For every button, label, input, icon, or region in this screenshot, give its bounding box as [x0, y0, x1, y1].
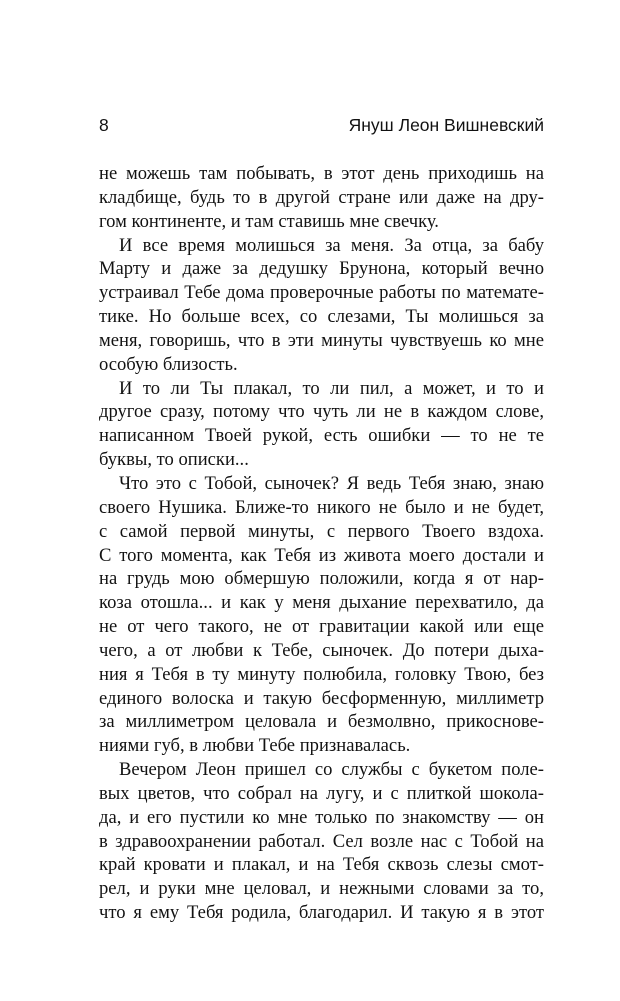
text-line: буквы, то описки...: [99, 449, 249, 471]
text-line: чего, а от любви к Тебе, сыночек. До потери дыха-: [99, 639, 544, 661]
text-line: с самой первой минуты, с первого Твоего вздоха.: [99, 520, 544, 542]
text-line: устраивал Тебе дома проверочные работы по математе-: [99, 282, 544, 304]
text-line: коза отошла... и как у меня дыхание перехватило, да: [99, 592, 544, 614]
text-line: за миллиметром целовала и безмолвно, прикоснове-: [99, 711, 544, 733]
text-line: меня, говоришь, что в эти минуты чувствуешь ко мне: [99, 329, 544, 351]
text-line: ния я Тебя в ту минуту полюбила, головку Твою, без: [99, 663, 544, 685]
page-number: 8: [99, 115, 109, 135]
text-line: Вечером Леон пришел со службы с букетом поле-: [119, 759, 544, 781]
text-line: своего Нушика. Ближе-то никого не было и не будет,: [99, 496, 544, 518]
text-line: единого волоска и такую бесформенную, миллиметр: [99, 687, 544, 709]
text-line: Что это с Тобой, сыночек? Я ведь Тебя знаю, знаю: [119, 472, 544, 494]
text-line: тике. Но больше всех, со слезами, Ты молишься за: [99, 306, 544, 328]
text-line: не можешь там побывать, в этот день приходишь на: [99, 163, 544, 184]
text-line: что я ему Тебя родила, благодарил. И такую я в этот: [99, 902, 544, 924]
text-line: И все время молишься за меня. За отца, за бабу: [119, 234, 544, 256]
running-head: [99, 114, 544, 136]
text-line: кладбище, будь то в другой стране или даже на дру-: [99, 186, 544, 208]
body-text: [99, 162, 544, 925]
text-line: вых цветов, что собрал на лугу, и с плиткой шокола-: [99, 782, 544, 804]
text-line: да, и его пустили ко мне только по знакомству — он: [99, 806, 544, 828]
text-line: не от чего такого, не от гравитации какой или еще: [99, 616, 544, 638]
running-title: Януш Леон Вишневский: [348, 115, 544, 135]
text-line: написанном Твоей рукой, есть ошибки — то не те: [99, 425, 544, 447]
text-line: рел, и руки мне целовал, и нежными словами за то,: [99, 878, 544, 900]
text-line: в здравоохранении работал. Сел возле нас с Тобой на: [99, 830, 544, 852]
text-line: гом континенте, и там ставишь мне свечку.: [99, 210, 439, 232]
text-line: И то ли Ты плакал, то ли пил, а может, и то и: [119, 377, 544, 399]
text-line: на грудь мою обмершую положили, когда я от нар-: [99, 568, 544, 590]
text-line: другое сразу, потому что чуть ли не в каждом слове,: [99, 401, 544, 423]
text-line: особую близость.: [99, 353, 238, 375]
text-line: Марту и даже за дедушку Брунона, который вечно: [99, 258, 544, 280]
text-line: С того момента, как Тебя из живота моего достали и: [99, 544, 544, 566]
text-line: ниями губ, в любви Тебе признавалась.: [99, 735, 411, 757]
text-line: край кровати и плакал, и на Тебя сквозь слезы смот-: [99, 854, 544, 876]
